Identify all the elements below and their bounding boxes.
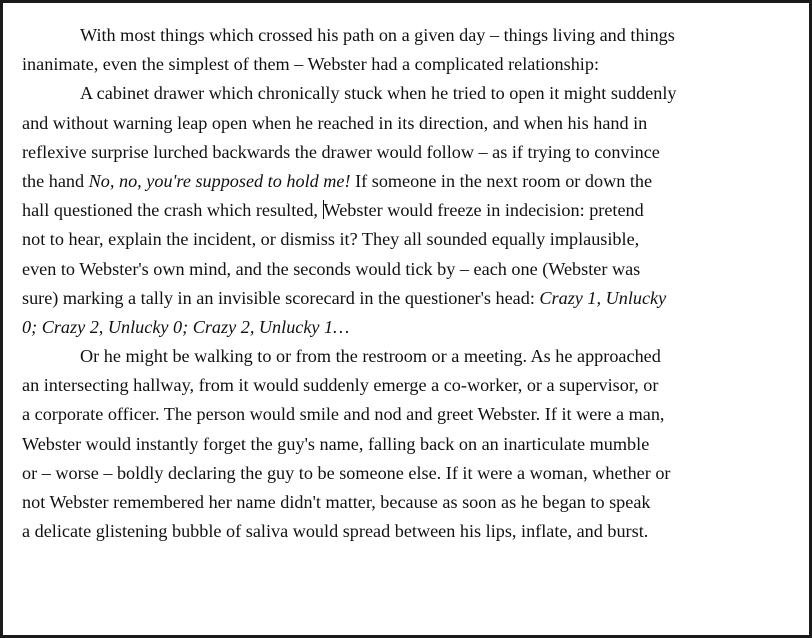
text-line: an intersecting hallway, from it would suddenly emerge a co-worker, or a supervisor, or xyxy=(22,375,659,396)
text-line: even to Webster's own mind, and the seconds would tick by – each one (Webster was xyxy=(22,258,641,279)
italic-text-run: Crazy 1, Unlucky xyxy=(539,287,667,308)
text-line xyxy=(22,196,808,225)
text-line: not Webster remembered her name didn't matter, because as soon as he began to speak xyxy=(22,492,651,512)
italic-text-run: No, no, you're supposed to hold me! xyxy=(88,170,351,191)
text-run: Webster would freeze in indecision: pretend xyxy=(323,200,644,221)
text-line: reflexive surprise lurched backwards the drawer would follow – as if trying to convince xyxy=(22,141,660,162)
text-line xyxy=(22,313,808,342)
text-line: With most things which crossed his path on a given day – things living and things xyxy=(80,25,675,45)
text-line: a corporate officer. The person would smile and nod and greet Webster. If it were a man, xyxy=(22,404,665,425)
text-line xyxy=(22,284,808,313)
text-run: hall questioned the crash which resulted, xyxy=(22,200,323,221)
text-run: sure) marking a tally in an invisible scorecard in the questioner's head: xyxy=(22,287,540,308)
text-line: inanimate, even the simplest of them – Webster had a complicated relationship: xyxy=(22,54,599,75)
text-line: and without warning leap open when he reached in its direction, and when his hand in xyxy=(22,112,648,133)
text-line: not to hear, explain the incident, or dismiss it? They all sounded equally implausible, xyxy=(22,229,640,250)
text-line: Webster would instantly forget the guy's name, falling back on an inarticulate mumble xyxy=(22,433,650,454)
italic-text-run: 0; Crazy 2, Unlucky 0; Crazy 2, Unlucky 1… xyxy=(22,316,350,337)
document-body[interactable] xyxy=(22,21,808,546)
text-run: the hand xyxy=(22,170,89,191)
text-line: Or he might be walking to or from the restroom or a meeting. As he approached xyxy=(80,346,661,367)
text-line: a delicate glistening bubble of saliva would spread between his lips, inflate, and burst. xyxy=(22,521,649,542)
text-line: A cabinet drawer which chronically stuck when he tried to open it might suddenly xyxy=(80,83,677,104)
text-run: If someone in the next room or down the xyxy=(350,170,653,191)
text-line: or – worse – boldly declaring the guy to be someone else. If it were a woman, whether or xyxy=(22,462,671,483)
text-line xyxy=(22,167,808,196)
